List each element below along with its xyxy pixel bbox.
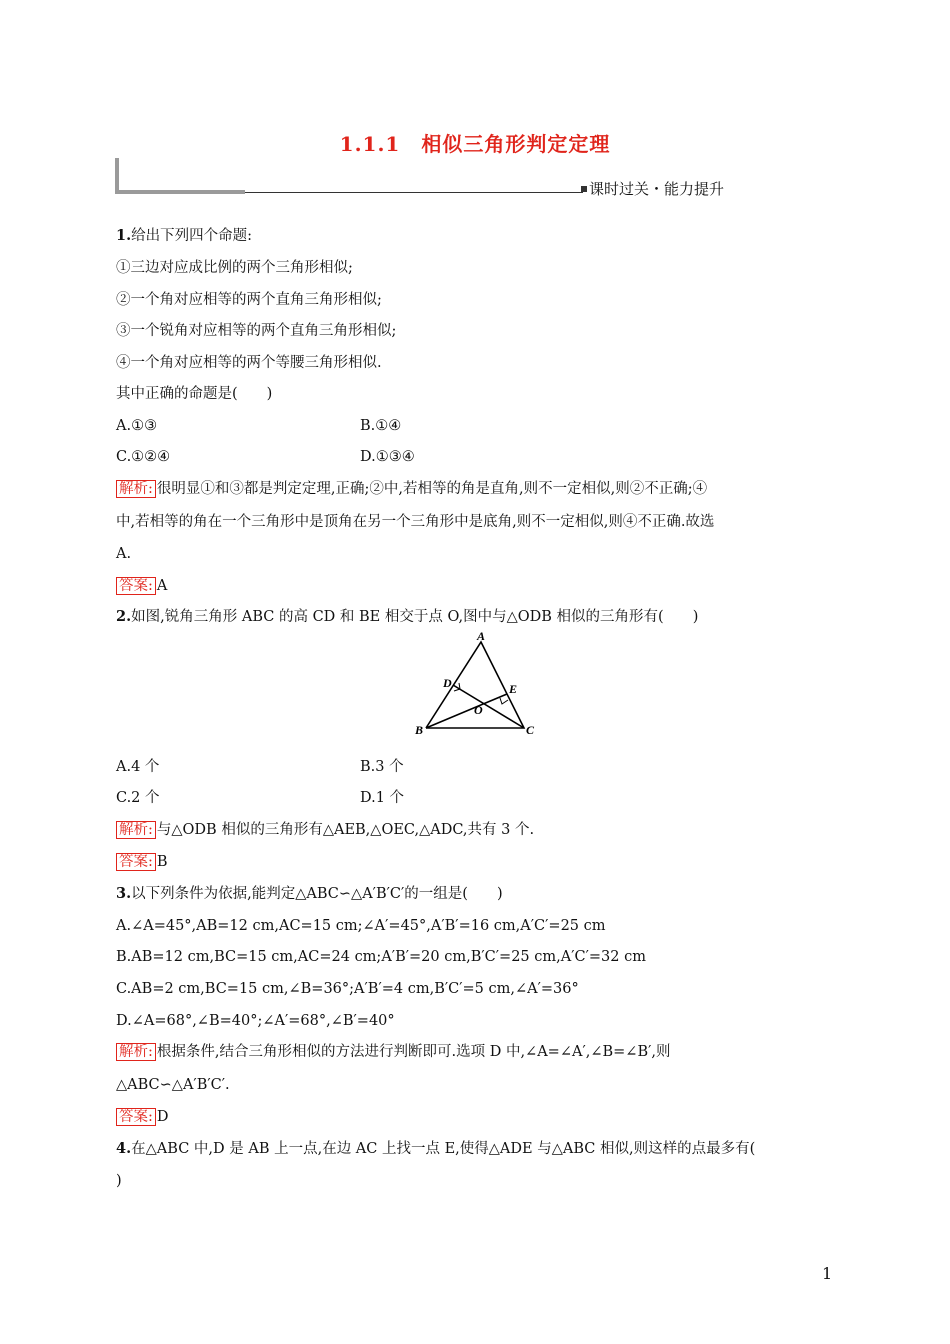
q2-option-d: D.1 个 xyxy=(360,790,405,806)
label-a: A xyxy=(477,629,486,643)
q2-option-a: A.4 个 xyxy=(116,759,160,775)
page-title: 1.1.1 相似三角形判定定理 xyxy=(339,132,611,156)
q4-stem: 在△ABC 中,D 是 AB 上一点,在边 AC 上找一点 E,使得△ADE 与△ABC 相似,则这样的点最多有( xyxy=(131,1141,756,1157)
page-number: 1 xyxy=(822,1264,833,1283)
answer-tag: 答案: xyxy=(116,577,156,595)
label-b: B xyxy=(415,723,424,737)
triangle-diagram xyxy=(410,628,550,740)
q1-number: 1. xyxy=(116,227,132,244)
q2-analysis-text: 与△ODB 相似的三角形有△AEB,△OEC,△ADC,共有 3 个. xyxy=(156,822,535,838)
q4-number: 4. xyxy=(116,1140,132,1157)
analysis-tag: 解析: xyxy=(116,1043,156,1061)
q2-options-row-2 xyxy=(116,788,516,808)
q1-options-row-1 xyxy=(116,416,516,436)
q2-stem-line xyxy=(116,607,698,627)
q2-analysis-line xyxy=(116,820,534,840)
answer-tag: 答案: xyxy=(116,853,156,871)
q1-option-b: B.①④ xyxy=(360,418,402,434)
q3-answer: D xyxy=(156,1109,169,1125)
banner-square-bullet xyxy=(581,186,587,192)
q2-number: 2. xyxy=(116,608,132,625)
right-angle-mark-e xyxy=(500,698,508,704)
q1-answer-line xyxy=(116,576,167,596)
banner-thin-rule xyxy=(245,192,583,193)
q1-stem-line xyxy=(116,226,252,246)
q3-analysis-line-1 xyxy=(116,1042,671,1062)
q2-option-b: B.3 个 xyxy=(360,759,404,775)
q1-option-c: C.①②④ xyxy=(116,449,171,465)
q1-prop-3: ③一个锐角对应相等的两个直角三角形相似; xyxy=(116,323,397,339)
q4-stem-line-2: ) xyxy=(116,1173,122,1189)
q2-options-row-1 xyxy=(116,757,516,777)
q3-analysis-line-2: △ABC∽△A′B′C′. xyxy=(116,1077,230,1093)
q1-prop-2: ②一个角对应相等的两个直角三角形相似; xyxy=(116,292,382,308)
q2-stem: 如图,锐角三角形 ABC 的高 CD 和 BE 相交于点 O,图中与△ODB 相似的三角形有( ) xyxy=(131,609,699,625)
q3-option-c: C.AB=2 cm,BC=15 cm,∠B=36°;A′B′=4 cm,B′C′=5 cm,∠A′=36° xyxy=(116,981,579,997)
section-label: 课时过关・能力提升 xyxy=(589,180,725,198)
q1-ask: 其中正确的命题是( ) xyxy=(116,386,273,402)
q3-number: 3. xyxy=(116,885,132,902)
analysis-tag: 解析: xyxy=(116,821,156,839)
q1-prop-1: ①三边对应成比例的两个三角形相似; xyxy=(116,260,353,276)
q1-option-a: A.①③ xyxy=(116,418,158,434)
q1-stem: 给出下列四个命题: xyxy=(131,228,253,244)
q3-stem: 以下列条件为依据,能判定△ABC∽△A′B′C′的一组是( ) xyxy=(131,886,503,902)
q3-option-a: A.∠A=45°,AB=12 cm,AC=15 cm;∠A′=45°,A′B′=16 cm,A′C′=25 cm xyxy=(116,918,606,934)
q3-stem-line xyxy=(116,884,503,904)
q1-analysis-line-3: A. xyxy=(116,546,132,562)
triangle-figure xyxy=(410,628,550,744)
label-d: D xyxy=(443,676,452,690)
q1-prop-4: ④一个角对应相等的两个等腰三角形相似. xyxy=(116,355,382,371)
q2-answer-line xyxy=(116,852,168,872)
analysis-tag: 解析: xyxy=(116,480,156,498)
answer-tag: 答案: xyxy=(116,1108,156,1126)
q1-options-row-2 xyxy=(116,447,516,467)
q3-answer-line xyxy=(116,1107,169,1127)
q1-analysis-text-1: 很明显①和③都是判定定理,正确;②中,若相等的角是直角,则不一定相似,则②不正确;④ xyxy=(156,481,708,497)
q4-stem-line xyxy=(116,1139,755,1159)
banner-vertical-bar xyxy=(115,158,119,194)
q1-analysis-line-2: 中,若相等的角在一个三角形中是顶角在另一个三角形中是底角,则不一定相似,则④不正确.故选 xyxy=(116,514,715,530)
label-c: C xyxy=(526,723,535,737)
q1-analysis-line-1 xyxy=(116,479,707,499)
section-banner xyxy=(115,158,725,198)
banner-thick-rule xyxy=(115,190,245,194)
q3-analysis-text-1: 根据条件,结合三角形相似的方法进行判断即可.选项 D 中,∠A=∠A′,∠B=∠B′,则 xyxy=(156,1044,671,1060)
q2-option-c: C.2 个 xyxy=(116,790,160,806)
q3-option-d: D.∠A=68°,∠B=40°;∠A′=68°,∠B′=40° xyxy=(116,1013,395,1029)
q1-answer: A xyxy=(156,578,168,594)
q1-option-d: D.①③④ xyxy=(360,449,415,465)
q2-answer: B xyxy=(156,854,168,870)
label-e: E xyxy=(509,682,518,696)
q3-option-b: B.AB=12 cm,BC=15 cm,AC=24 cm;A′B′=20 cm,B′C′=25 cm,A′C′=32 cm xyxy=(116,949,646,965)
label-o: O xyxy=(474,703,483,717)
